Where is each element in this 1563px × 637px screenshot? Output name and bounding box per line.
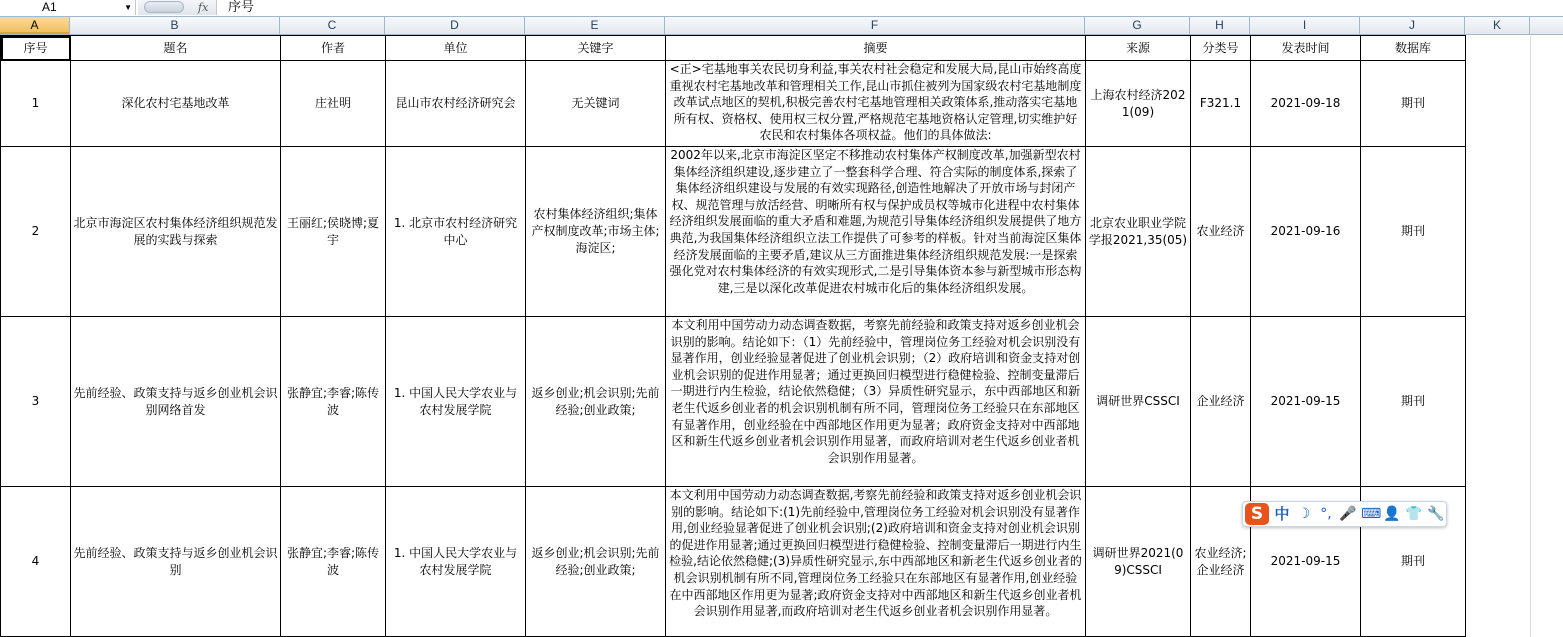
skin-icon[interactable]: 👕 (1405, 506, 1423, 522)
table-row (1, 61, 1531, 147)
cell-keywords[interactable]: 返乡创业;机会识别;先前经验;创业政策; (526, 487, 666, 637)
cell-author[interactable]: 张静宜;李睿;陈传波 (281, 487, 386, 637)
column-header-bar (0, 17, 1563, 35)
cell-empty[interactable] (1466, 61, 1531, 147)
microphone-icon[interactable]: 🎤 (1339, 506, 1357, 522)
abstract-text: 2002年以来,北京市海淀区坚定不移推动农村集体产权制度改革,加强新型农村集体经济组织建设,逐步建立了一整套科学合理、符合实际的制度体系,探索了集体经济组织建设与发展的有效实现路径,创造性地解决了开放市场与封闭产权、规范管理与放活经营、明晰所有权与保护成员权等城市化进程中农村集体经济组织发展面临的重大矛盾和难题,为规范引导集体经济组织发展提供了地方典范,为我国集体经济组织立法工作提供了可参考的样板。针对当前海淀区集体经济发展面临的主要矛盾,建议从三方面推进集体经济组织规范发展:一是探索强化党对农村集体经济的有效实现形式,二是引导集体资本参与新型城市形态构建,三是以深化改革促进农村城市化后的集体经济组织发展。 (669, 148, 1082, 295)
cell-date[interactable]: 2021-09-15 (1251, 317, 1361, 487)
cell-header-abstract[interactable]: 摘要 (666, 36, 1086, 61)
formula-bar (0, 0, 1563, 17)
column-header-h[interactable]: H (1190, 17, 1250, 34)
cell-class[interactable]: F321.1 (1191, 61, 1251, 147)
cell-keywords[interactable]: 农村集体经济组织;集体产权制度改革;市场主体;海淀区; (526, 147, 666, 317)
cell-author[interactable]: 王丽红;侯晓博;夏宇 (281, 147, 386, 317)
keyboard-icon[interactable]: ⌨ (1361, 506, 1382, 522)
cell-abstract[interactable] (666, 61, 1086, 147)
user-icon[interactable]: 👤 (1383, 506, 1401, 522)
formula-tools (138, 0, 217, 15)
cell-header-source[interactable]: 来源 (1086, 36, 1191, 61)
abstract-text: <正>宅基地事关农民切身利益,事关农村社会稳定和发展大局,昆山市始终高度重视农村宅基地改革和管理相关工作,昆山市抓住被列为国家级农村宅基地制度改革试点地区的契机,积极完善农村宅基地管理相关政策体系,推动落实宅基地所有权、资格权、使用权三权分置,严格规范宅基地资格认定管理,切实维护好农民和农村集体各项权益。他们的具体做法: (669, 62, 1082, 143)
cell-id[interactable]: 1 (1, 61, 71, 147)
cell-abstract[interactable] (666, 317, 1086, 487)
cell-header-date[interactable]: 发表时间 (1251, 36, 1361, 61)
column-header-b[interactable]: B (70, 17, 280, 34)
cell-class[interactable]: 企业经济 (1191, 317, 1251, 487)
wrench-icon[interactable]: 🔧 (1427, 506, 1445, 522)
cell-empty[interactable] (1466, 317, 1531, 487)
cell-id[interactable]: 4 (1, 487, 71, 637)
cell-id[interactable]: 3 (1, 317, 71, 487)
cell-unit[interactable]: 1. 中国人民大学农业与农村发展学院 (386, 317, 526, 487)
cell-a1-header[interactable]: 序号 (1, 36, 71, 61)
cell-title[interactable]: 先前经验、政策支持与返乡创业机会识别 (71, 487, 281, 637)
column-header-k[interactable]: K (1465, 17, 1530, 34)
cell-keywords[interactable]: 返乡创业;机会识别;先前经验;创业政策; (526, 317, 666, 487)
insert-function-icon[interactable]: fx (198, 1, 209, 14)
cell-keywords[interactable]: 无关键词 (526, 61, 666, 147)
sogou-logo-icon[interactable]: S (1245, 503, 1269, 525)
cell-empty[interactable] (1466, 36, 1531, 61)
cell-date[interactable]: 2021-09-18 (1251, 61, 1361, 147)
column-header-e[interactable]: E (525, 17, 665, 34)
cell-database[interactable]: 期刊 (1361, 487, 1466, 637)
cell-header-keywords[interactable]: 关键字 (526, 36, 666, 61)
punctuation-icon[interactable]: °, (1320, 506, 1332, 522)
cell-author[interactable]: 庄社明 (281, 61, 386, 147)
formula-expand-handle[interactable] (144, 1, 184, 13)
cell-class[interactable]: 农业经济;企业经济 (1191, 487, 1251, 637)
name-box-value: A1 (42, 0, 57, 14)
formula-input[interactable]: 序号 (228, 0, 255, 15)
cell-unit[interactable]: 昆山市农村经济研究会 (386, 61, 526, 147)
moon-icon[interactable]: ☽ (1297, 506, 1311, 522)
cell-id[interactable]: 2 (1, 147, 71, 317)
column-header-d[interactable]: D (385, 17, 525, 34)
cell-title[interactable]: 北京市海淀区农村集体经济组织规范发展的实践与探索 (71, 147, 281, 317)
spreadsheet-grid (0, 35, 1531, 637)
cell-title[interactable]: 深化农村宅基地改革 (71, 61, 281, 147)
cell-abstract[interactable] (666, 487, 1086, 637)
cell-source[interactable]: 调研世界2021(09)CSSCI (1086, 487, 1191, 637)
column-header-c[interactable]: C (280, 17, 385, 34)
cell-database[interactable]: 期刊 (1361, 317, 1466, 487)
cell-empty[interactable] (1466, 487, 1531, 637)
cell-unit[interactable]: 1. 中国人民大学农业与农村发展学院 (386, 487, 526, 637)
abstract-text: 本文利用中国劳动力动态调查数据,考察先前经验和政策支持对返乡创业机会识别的影响。结论如下:(1)先前经验中,管理岗位务工经验对机会识别没有显著作用,创业经验显著促进了创业机会识别;(2)政府培训和资金支持对创业机会识别的促进作用显著;通过更换回归模型进行稳健检验、控制变量滞后一期进行内生检验,结论依然稳健;(3)异质性研究显示,东中西部地区和新老生代返乡创业者的机会识别机制有所不同,管理岗位务工经验只在东部地区有显著作用,创业经验在中西部地区作用更为显著;政府资金支持对中西部地区和新生代返乡创业者机会识别作用显著,而政府培训对老生代返乡创业者机会识别作用显著。 (669, 488, 1082, 619)
cell-class[interactable]: 农业经济 (1191, 147, 1251, 317)
cell-source[interactable]: 上海农村经济2021(09) (1086, 61, 1191, 147)
chinese-mode-toggle[interactable]: 中 (1274, 505, 1290, 523)
cell-source[interactable]: 北京农业职业学院学报2021,35(05) (1086, 147, 1191, 317)
column-header-a[interactable]: A (0, 17, 70, 34)
cell-unit[interactable]: 1. 北京市农村经济研究中心 (386, 147, 526, 317)
cell-date[interactable]: 2021-09-16 (1251, 147, 1361, 317)
column-header-g[interactable]: G (1085, 17, 1190, 34)
cell-header-class[interactable]: 分类号 (1191, 36, 1251, 61)
column-header-f[interactable]: F (665, 17, 1085, 34)
abstract-text: 本文利用中国劳动力动态调查数据，考察先前经验和政策支持对返乡创业机会识别的影响。结论如下：（1）先前经验中，管理岗位务工经验对机会识别没有显著作用，创业经验显著促进了创业机会识别；（2）政府培训和资金支持对创业机会识别的促进作用显著；通过更换回归模型进行稳健检验、控制变量滞后一期进行内生检验，结论依然稳健；（3）异质性研究显示，东中西部地区和新老生代返乡创业者的机会识别机制有所不同，管理岗位务工经验只在东部地区有显著作用，创业经验在中西部地区作用更为显著；政府资金支持对中西部地区和新生代返乡创业者机会识别作用显著，而政府培训对老生代返乡创业者机会识别作用显著。 (670, 318, 1081, 465)
ime-toolbar[interactable] (1242, 501, 1447, 527)
cell-database[interactable]: 期刊 (1361, 147, 1466, 317)
cell-header-unit[interactable]: 单位 (386, 36, 526, 61)
name-box[interactable] (0, 0, 136, 15)
header-row (1, 36, 1531, 61)
cell-source[interactable]: 调研世界CSSCI (1086, 317, 1191, 487)
cell-abstract[interactable] (666, 147, 1086, 317)
cell-header-author[interactable]: 作者 (281, 36, 386, 61)
column-header-j[interactable]: J (1360, 17, 1465, 34)
table-row (1, 147, 1531, 317)
cell-title[interactable]: 先前经验、政策支持与返乡创业机会识别网络首发 (71, 317, 281, 487)
cell-header-title[interactable]: 题名 (71, 36, 281, 61)
cell-author[interactable]: 张静宜;李睿;陈传波 (281, 317, 386, 487)
name-box-dropdown-icon[interactable]: ▼ (124, 3, 132, 12)
cell-header-database[interactable]: 数据库 (1361, 36, 1466, 61)
cell-empty[interactable] (1466, 147, 1531, 317)
cell-database[interactable]: 期刊 (1361, 61, 1466, 147)
column-header-i[interactable]: I (1250, 17, 1360, 34)
cell-date[interactable]: 2021-09-15 (1251, 487, 1361, 637)
table-row (1, 317, 1531, 487)
